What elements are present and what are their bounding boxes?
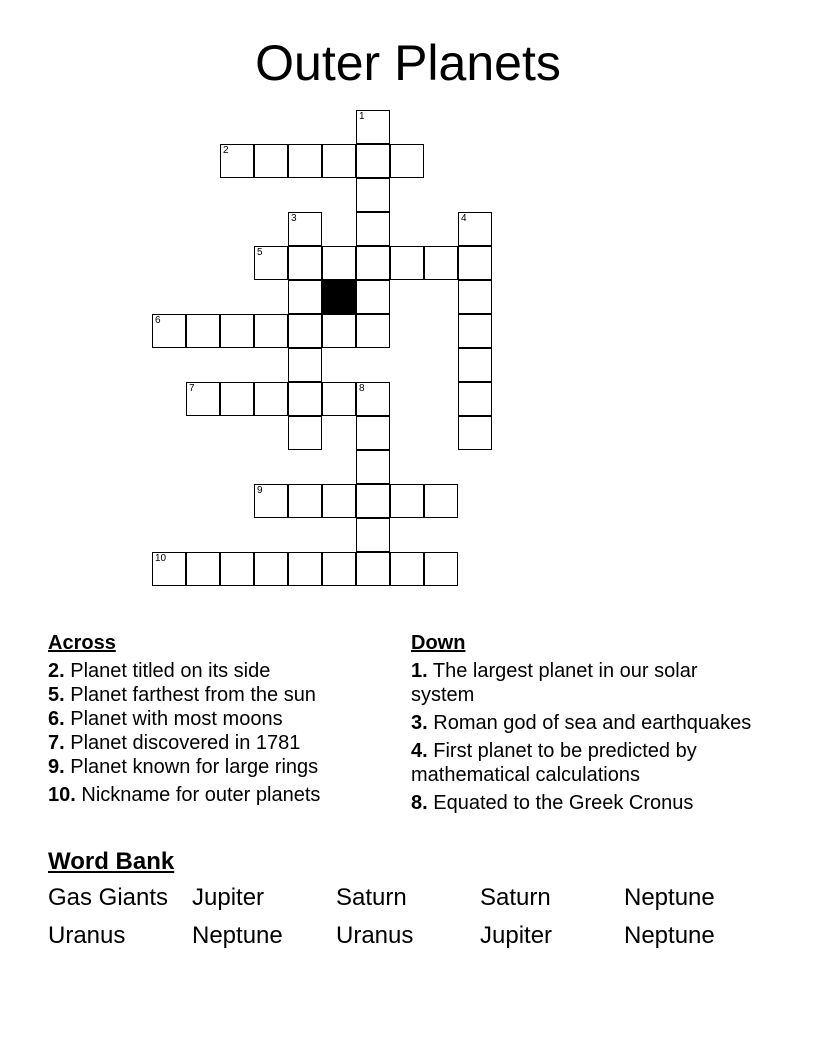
word-bank-item: Uranus: [336, 922, 414, 949]
grid-cell[interactable]: [288, 246, 322, 280]
grid-cell[interactable]: [288, 416, 322, 450]
word-bank-item: Uranus: [48, 922, 126, 949]
grid-cell[interactable]: [322, 314, 356, 348]
clue-number: 2: [223, 145, 229, 156]
page-title: Outer Planets: [255, 35, 561, 91]
clue-number: 9: [257, 485, 263, 496]
grid-cell[interactable]: [322, 484, 356, 518]
grid-cell[interactable]: [186, 314, 220, 348]
grid-cell[interactable]: [458, 348, 492, 382]
clue-across-5: 5. Planet farthest from the sun: [48, 684, 316, 706]
grid-cell[interactable]: [322, 552, 356, 586]
clue-across-2: 2. Planet titled on its side: [48, 660, 271, 682]
clue-number: 7: [189, 383, 195, 394]
grid-cell[interactable]: [288, 552, 322, 586]
grid-cell[interactable]: [254, 382, 288, 416]
clue-across-10: 10. Nickname for outer planets: [48, 784, 321, 806]
grid-cell[interactable]: [254, 552, 288, 586]
grid-cell[interactable]: [424, 552, 458, 586]
grid-cell[interactable]: [254, 484, 288, 518]
grid-cell[interactable]: [356, 382, 390, 416]
grid-cell[interactable]: [254, 314, 288, 348]
grid-cell[interactable]: [458, 314, 492, 348]
word-bank-item: Saturn: [336, 884, 407, 911]
word-bank-item: Gas Giants: [48, 884, 169, 911]
word-bank-item: Jupiter: [192, 884, 265, 911]
grid-cell[interactable]: [356, 280, 390, 314]
grid-cell[interactable]: [152, 314, 186, 348]
grid-cell[interactable]: [356, 178, 390, 212]
grid-cell[interactable]: [356, 314, 390, 348]
grid-cell[interactable]: [390, 144, 424, 178]
grid-cell[interactable]: [288, 314, 322, 348]
grid-cell[interactable]: [356, 484, 390, 518]
clue-number: 4: [461, 213, 467, 224]
clue-number: 6: [155, 315, 161, 326]
grid-cell[interactable]: [356, 552, 390, 586]
across-heading: Across: [48, 632, 116, 654]
grid-cell[interactable]: [356, 416, 390, 450]
grid-cell[interactable]: [288, 212, 322, 246]
grid-cell[interactable]: [186, 552, 220, 586]
grid-cell[interactable]: [356, 144, 390, 178]
grid-cell[interactable]: [390, 484, 424, 518]
grid-cell[interactable]: [288, 484, 322, 518]
grid-cell[interactable]: [254, 144, 288, 178]
clue-number: 5: [257, 247, 263, 258]
clue-down-1: 1. The largest planet in our solar system: [411, 660, 698, 706]
grid-cell[interactable]: [254, 246, 288, 280]
black-cell: [322, 280, 356, 314]
grid-cell[interactable]: [356, 246, 390, 280]
word-bank-heading: Word Bank: [48, 848, 175, 875]
word-bank-item: Neptune: [624, 922, 715, 949]
grid-cell[interactable]: [458, 246, 492, 280]
grid-cell[interactable]: [322, 382, 356, 416]
grid-cell[interactable]: [288, 382, 322, 416]
word-bank-item: Neptune: [192, 922, 283, 949]
grid-cell[interactable]: [458, 280, 492, 314]
grid-cell[interactable]: [220, 382, 254, 416]
grid-cell[interactable]: [424, 246, 458, 280]
grid-cell[interactable]: [390, 552, 424, 586]
clue-down-4: 4. First planet to be predicted by mathematical calculations: [411, 740, 697, 786]
grid-cell[interactable]: [356, 518, 390, 552]
clue-number: 10: [155, 553, 167, 564]
grid-cell[interactable]: [458, 212, 492, 246]
grid-cell[interactable]: [322, 144, 356, 178]
clue-across-9: 9. Planet known for large rings: [48, 756, 319, 778]
word-bank-item: Jupiter: [480, 922, 553, 949]
word-bank-item: Neptune: [624, 884, 715, 911]
down-heading: Down: [411, 632, 466, 654]
clue-down-3: 3. Roman god of sea and earthquakes: [411, 712, 752, 734]
grid-cell[interactable]: [356, 212, 390, 246]
across-clues: [48, 631, 393, 807]
grid-cell[interactable]: [220, 314, 254, 348]
grid-cell[interactable]: [220, 144, 254, 178]
clue-number: 8: [359, 383, 365, 394]
down-clues: [411, 631, 756, 819]
grid-cell[interactable]: [356, 110, 390, 144]
grid-cell[interactable]: [288, 348, 322, 382]
clue-down-8: 8. Equated to the Greek Cronus: [411, 792, 694, 814]
clue-number: 1: [359, 111, 365, 122]
grid-cell[interactable]: [220, 552, 254, 586]
clue-number: 3: [291, 213, 297, 224]
grid-cell[interactable]: [288, 280, 322, 314]
grid-cell[interactable]: [424, 484, 458, 518]
clue-across-6: 6. Planet with most moons: [48, 708, 283, 730]
grid-cell[interactable]: [288, 144, 322, 178]
grid-cell[interactable]: [186, 382, 220, 416]
grid-cell[interactable]: [356, 450, 390, 484]
grid-cell[interactable]: [152, 552, 186, 586]
grid-cell[interactable]: [322, 246, 356, 280]
grid-cell[interactable]: [458, 382, 492, 416]
clue-across-7: 7. Planet discovered in 1781: [48, 732, 301, 754]
grid-cell[interactable]: [458, 416, 492, 450]
word-bank-item: Saturn: [480, 884, 551, 911]
grid-cell[interactable]: [390, 246, 424, 280]
